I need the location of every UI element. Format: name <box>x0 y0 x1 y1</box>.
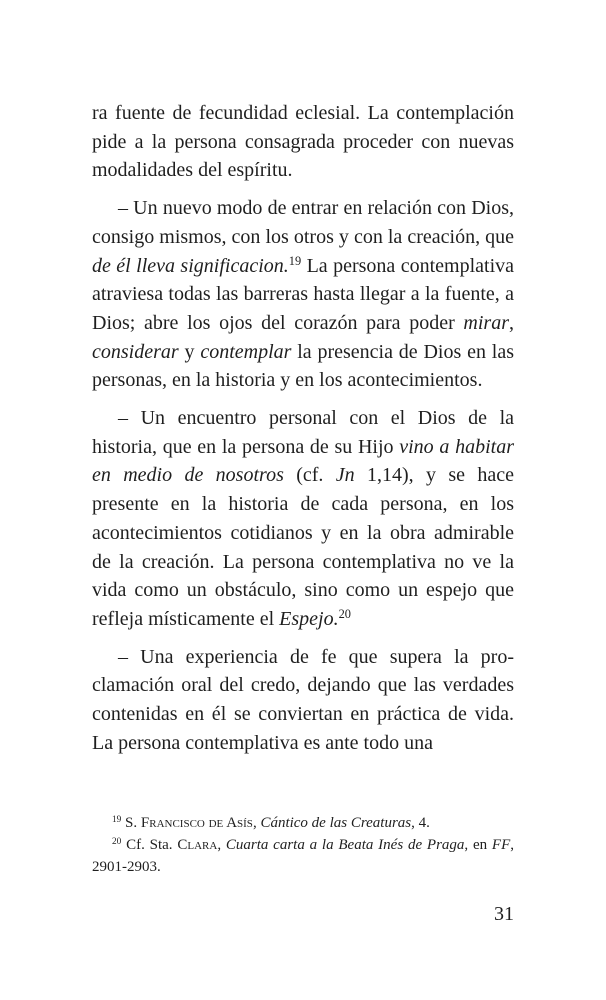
paragraph-relation-with-god <box>92 194 514 395</box>
text-run: – Un encuentro personal con el Dios de la historia, que en la persona de su Hijo <box>92 407 514 458</box>
source-abbreviation: FF <box>491 837 511 853</box>
footnote-ref-19: 19 <box>288 253 302 268</box>
footnote-20 <box>92 834 514 878</box>
italic-word: mirar <box>463 311 509 334</box>
paragraph-text: – Una experiencia de fe que supera la proclamación oral del credo, dejando que las verdades contenidas en él se conviertan en práctica de vida. La persona contemplativa es ante todo una <box>92 645 514 754</box>
work-title: Cuarta carta a la Beata Inés de Praga <box>225 837 465 853</box>
text-run: S. <box>121 815 141 831</box>
author-name: Francisco de Asís <box>140 815 253 831</box>
text-run: , <box>252 815 261 831</box>
text-run: , 4. <box>411 815 430 831</box>
italic-word: considerar <box>92 340 179 363</box>
italic-word: Espejo. <box>279 607 339 630</box>
body-text <box>92 99 514 757</box>
text-run: (cf. <box>283 464 336 487</box>
footnote-19 <box>92 812 514 834</box>
italic-quote: de él lleva significacion. <box>92 254 289 277</box>
footnote-number: 20 <box>112 836 122 847</box>
text-run: – Un nuevo modo de entrar en relación con Dios, consigo mismos, con los otros y con la creación, que <box>92 197 514 248</box>
footnotes <box>92 812 514 878</box>
text-run: la presencia de Dios en las personas, en la historia y en los acontecimientos. <box>92 340 514 392</box>
work-title: Cántico de las Creaturas <box>260 815 412 831</box>
text-run: , <box>509 311 514 334</box>
paragraph-personal-encounter <box>92 404 514 634</box>
text-run: 1,14), y se hace presente en la historia de cada persona, en los acontecimientos cotidianos y en la obra admirable de la creación. La persona contemplativa no ve la vida como un obstáculo, sino como un espejo que refleja místicamente el <box>92 464 515 630</box>
text-run: , en <box>464 837 492 853</box>
italic-quote: vino a habitar en medio de nosotros <box>92 435 514 487</box>
author-name: Clara <box>177 837 218 853</box>
text-run: , <box>217 837 226 853</box>
text-run: , 2901-2903. <box>92 837 514 875</box>
text-run: Cf. Sta. <box>121 837 178 853</box>
page-number: 31 <box>494 903 514 925</box>
italic-citation: Jn <box>335 464 355 487</box>
paragraph-continuation <box>92 99 514 185</box>
text-run: y <box>178 340 201 363</box>
footnote-ref-20: 20 <box>338 607 351 622</box>
italic-word: contemplar <box>200 340 292 363</box>
paragraph-text: ra fuente de fecundidad eclesial. La contemplación pide a la persona consagrada proceder con nuevas modalidades del espíritu. <box>92 102 514 182</box>
text-run: La persona contemplativa atraviesa todas las barreras hasta llegar a la fuente, a Dios; abre los ojos del corazón para poder <box>92 254 514 334</box>
footnote-number: 19 <box>112 814 122 825</box>
paragraph-faith-experience <box>92 643 514 758</box>
